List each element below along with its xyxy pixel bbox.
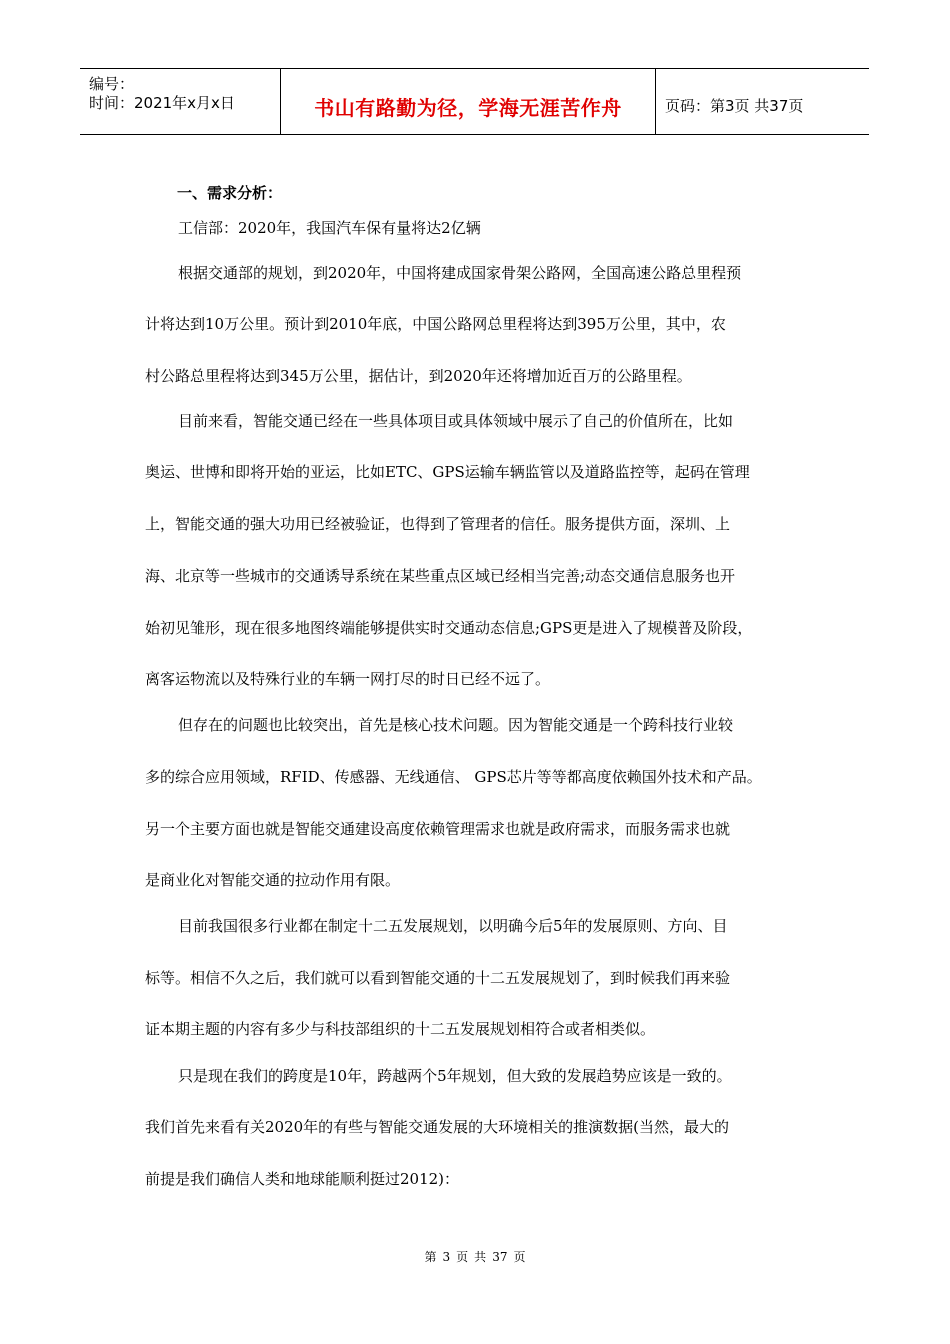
- paragraph-line: 是商业化对智能交通的拉动作用有限。: [145, 871, 401, 889]
- paragraph-line: 我们首先来看有关2020年的有些与智能交通发展的大环境相关的推演数据(当然，最大的: [145, 1118, 730, 1136]
- number-label: 编号：: [89, 75, 135, 93]
- paragraph-line: 目前我国很多行业都在制定十二五发展规划，以明确今后5年的发展原则、方向、目: [178, 917, 728, 935]
- paragraph-line: 证本期主题的内容有多少与科技部组织的十二五发展规划相符合或者相类似。: [145, 1020, 656, 1038]
- paragraph-line: 标等。相信不久之后，我们就可以看到智能交通的十二五发展规划了，到时候我们再来验: [145, 969, 731, 987]
- paragraph-line: 海、北京等一些城市的交通诱导系统在某些重点区域已经相当完善;动态交通信息服务也开: [145, 567, 736, 585]
- paragraph-line: 村公路总里程将达到345万公里，据估计，到2020年还将增加近百万的公路里程。: [145, 367, 692, 385]
- footer-page-number: 3: [442, 1250, 451, 1264]
- paragraph-line: 目前来看，智能交通已经在一些具体项目或具体领域中展示了自己的价值所在，比如: [178, 412, 734, 430]
- footer-text: 共: [474, 1250, 487, 1264]
- paragraph-line: 始初见雏形，现在很多地图终端能够提供实时交通动态信息;GPS更是进入了规模普及阶段，: [145, 619, 753, 637]
- time-label: 时间：2021年x月x日: [89, 94, 235, 112]
- footer-text: 第: [424, 1250, 437, 1264]
- page-footer: [0, 1248, 950, 1265]
- paragraph-line: 多的综合应用领域，RFID、传感器、无线通信、 GPS芯片等等都高度依赖国外技术和产品。: [145, 768, 762, 786]
- paragraph-line: 工信部：2020年，我国汽车保有量将达2亿辆: [178, 219, 481, 237]
- footer-text: 页: [456, 1250, 469, 1264]
- paragraph-line: 另一个主要方面也就是智能交通建设高度依赖管理需求也就是政府需求，而服务需求也就: [145, 820, 731, 838]
- header-motto-cell: [281, 69, 656, 134]
- section-heading: 一、需求分析：: [177, 184, 283, 202]
- paragraph-line: 上，智能交通的强大功用已经被验证，也得到了管理者的信任。服务提供方面，深圳、上: [145, 515, 731, 533]
- paragraph-line: 根据交通部的规划，到2020年，中国将建成国家骨架公路网，全国高速公路总里程预: [178, 264, 742, 282]
- motto-text: 书山有路勤为径，学海无涯苦作舟: [314, 96, 622, 120]
- paragraph-line: 离客运物流以及特殊行业的车辆一网打尽的时日已经不远了。: [145, 670, 551, 688]
- paragraph-line: 奥运、世博和即将开始的亚运，比如ETC、GPS运输车辆监管以及道路监控等，起码在管理: [145, 463, 750, 481]
- header-page-cell: [656, 69, 869, 134]
- paragraph-line: 但存在的问题也比较突出，首先是核心技术问题。因为智能交通是一个跨科技行业较: [178, 716, 734, 734]
- document-header: [80, 68, 869, 135]
- header-left-cell: [80, 69, 281, 134]
- page-info: 页码：第3页 共37页: [665, 97, 804, 115]
- paragraph-line: 只是现在我们的跨度是10年，跨越两个5年规划，但大致的发展趋势应该是一致的。: [178, 1067, 732, 1085]
- footer-total-pages: 37: [492, 1250, 508, 1264]
- footer-text: 页: [513, 1250, 526, 1264]
- paragraph-line: 计将达到10万公里。预计到2010年底，中国公路网总里程将达到395万公里，其中，农: [145, 315, 726, 333]
- paragraph-line: 前提是我们确信人类和地球能顺利挺过2012)：: [145, 1170, 460, 1188]
